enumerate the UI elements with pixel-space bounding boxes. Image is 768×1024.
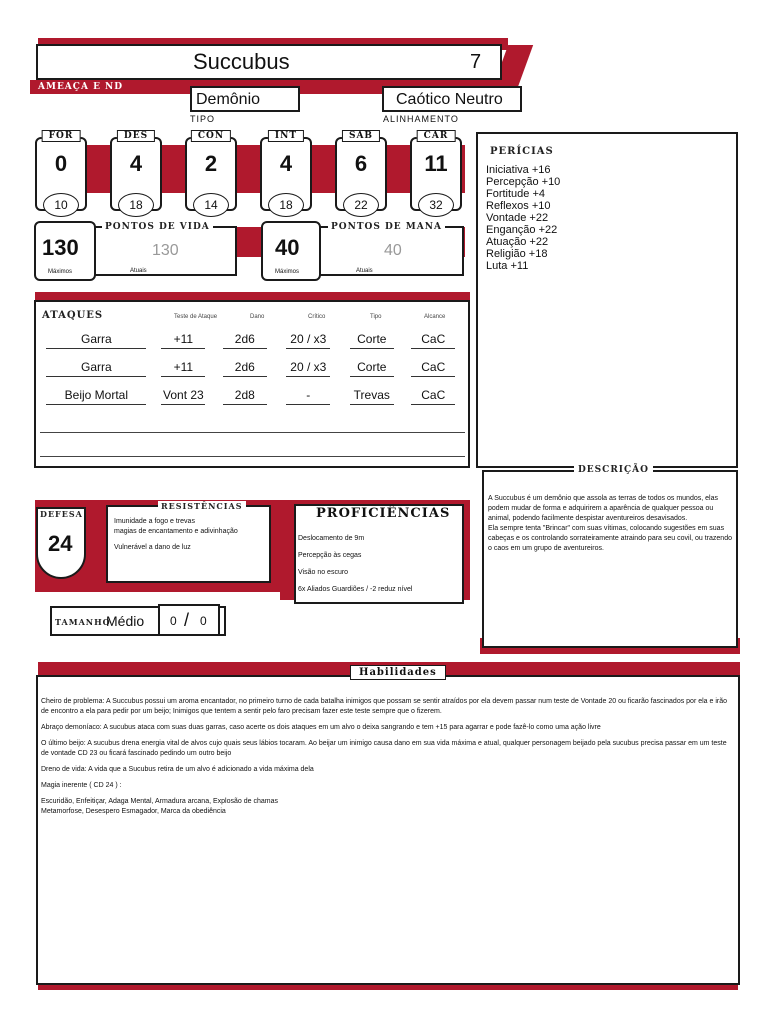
descricao-box [482, 465, 738, 648]
espaco-a: 0 [170, 614, 177, 628]
atk-test: +11 [161, 332, 205, 349]
hdr-alcance: Alcance [424, 314, 446, 320]
attr-con-name: CON [191, 130, 231, 142]
pericia-item: Vontade +22 [486, 212, 549, 224]
creature-name: Succubus [193, 49, 290, 74]
attr-con [185, 131, 237, 212]
vida-max: 130 [42, 235, 79, 260]
vida-max-label: Máximos [48, 269, 73, 275]
attr-for-score: 10 [43, 193, 79, 217]
pericias-list [486, 164, 560, 272]
alinhamento-value: Caótico Neutro [396, 91, 503, 108]
attr-des-name: DES [117, 130, 155, 142]
resistencias-text [114, 517, 238, 553]
habilidades-text [41, 697, 731, 817]
alinhamento-label: ALINHAMENTO [383, 114, 459, 124]
atk-test: +11 [161, 360, 205, 377]
atk-dano: 2d8 [223, 388, 267, 405]
attr-sab-score: 22 [343, 193, 379, 217]
atk-tipo: Trevas [350, 388, 394, 405]
atk-name: Garra [46, 332, 146, 349]
mana-max: 40 [275, 235, 300, 260]
espaco-sep: / [184, 610, 190, 630]
table-row [40, 354, 464, 382]
defesa-shield [36, 507, 86, 579]
pericia-item: Enganção +22 [486, 224, 558, 236]
resistencias-title: RESISTÊNCIAS [158, 501, 246, 511]
proficiencias-box [294, 504, 464, 604]
descricao-p1: A Succubus é um demônio que assola as terras de todos os mundos, elas podem mudar de forma e adquirirem a aparência de qualquer pessoa ou animal, podendo facilmente despistar aventureiros desavisados. [488, 495, 718, 522]
empty-attack-row [40, 432, 465, 433]
table-row [40, 382, 464, 410]
atk-tipo: Corte [350, 360, 394, 377]
attr-des-value: 4 [129, 151, 143, 176]
atk-alcance: CaC [411, 388, 455, 405]
ataques-title: ATAQUES [42, 310, 104, 321]
vida-label: PONTOS DE VIDA [102, 222, 213, 232]
hdr-critico: Crítico [308, 314, 326, 320]
tipo-box [190, 86, 300, 112]
pericias-title: PERÍCIAS [490, 146, 554, 157]
empty-attack-row [40, 456, 465, 457]
proficiencias-text [298, 530, 412, 598]
atk-dano: 2d6 [223, 360, 267, 377]
atk-test: Vont 23 [161, 388, 205, 405]
ataques-table [40, 326, 464, 410]
pericia-item: Iniciativa +16 [486, 164, 551, 176]
alinhamento-box [382, 86, 522, 112]
attr-car-value: 11 [424, 151, 448, 176]
defesa-value: 24 [48, 531, 73, 556]
attr-int-score: 18 [268, 193, 304, 217]
hdr-teste: Teste de Ataque [174, 314, 218, 320]
mana-max-label: Máximos [275, 269, 300, 275]
resistencias-box [106, 501, 271, 583]
proficiencias-title: PROFICIÊNCIAS [316, 506, 451, 521]
attr-int-value: 4 [279, 151, 293, 176]
attr-con-value: 2 [204, 151, 218, 176]
hdr-dano: Dano [250, 314, 265, 320]
atk-critico: 20 / x3 [286, 360, 330, 377]
name-box [36, 44, 502, 80]
atk-critico: 20 / x3 [286, 332, 330, 349]
tipo-value: Demônio [196, 91, 261, 108]
mana-current-label: Atuais [356, 268, 373, 274]
attr-car [410, 131, 462, 212]
attr-int [260, 131, 312, 212]
pericias-box [476, 132, 738, 468]
habilidades-box [36, 667, 740, 985]
habilidade-p5: Magia inerente ( CD 24 ) : [41, 782, 122, 789]
pericia-item: Atuação +22 [486, 236, 549, 248]
proficiencia-line: 6x Aliados Guardiões / -2 reduz nível [298, 586, 413, 593]
atk-tipo: Corte [350, 332, 394, 349]
descricao-title: DESCRIÇÃO [574, 465, 653, 475]
mana-box [318, 222, 464, 276]
tamanho-label: TAMANHO [55, 617, 111, 627]
attr-sab-name: SAB [342, 130, 380, 142]
attr-for-name: FOR [42, 130, 81, 142]
atk-critico: - [286, 388, 330, 405]
atk-alcance: CaC [411, 360, 455, 377]
vida-box [92, 222, 237, 276]
pericia-item: Fortitude +4 [486, 188, 546, 200]
resistencia-line: magias de encantamento e adivinhação [114, 528, 238, 535]
vida-current-label: Atuais [130, 268, 147, 274]
pericia-item: Reflexos +10 [486, 200, 551, 212]
espaco-box [158, 604, 220, 636]
attr-for [35, 131, 87, 212]
attr-con-score: 14 [193, 193, 229, 217]
resistencia-line: Vulnerável a dano de luz [114, 544, 191, 551]
attr-for-value: 0 [54, 151, 68, 176]
proficiencia-line: Percepção às cegas [298, 552, 362, 559]
descricao-text [488, 494, 732, 554]
attr-des [110, 131, 162, 212]
habilidade-p6: Escuridão, Enfeitiçar, Adaga Mental, Armadura arcana, Explosão de chamas [41, 798, 278, 805]
proficiencia-line: Deslocamento de 9m [298, 535, 365, 542]
atk-name: Garra [46, 360, 146, 377]
espaco-b: 0 [200, 614, 207, 628]
attr-sab-value: 6 [354, 151, 368, 176]
resistencia-line: Imunidade a fogo e trevas [114, 518, 195, 525]
hdr-tipo: Tipo [370, 314, 382, 320]
habilidade-p3: O último beijo: A sucubus drena energia vital de alvos cujo quais seus lábios tocaram. Ao beijar um inimigo causa dano em sua vida máxima e atual, qualquer personagem beijado pela sucubus precisa passar em um teste de vontade CD 23 ou ficará fascinado pedindo um outro beijo [41, 740, 727, 757]
creature-nd: 7 [470, 51, 482, 73]
habilidades-title: Habilidades [350, 665, 446, 680]
atk-name: Beijo Mortal [46, 388, 146, 405]
pericia-item: Luta +11 [486, 260, 529, 272]
ataques-box [34, 300, 470, 468]
pericia-item: Percepção +10 [486, 176, 561, 188]
atk-dano: 2d6 [223, 332, 267, 349]
habilidade-p7: Metamorfose, Desespero Esmagador, Marca da obediência [41, 808, 226, 815]
attr-car-name: CAR [417, 130, 456, 142]
habilidade-p4: Dreno de vida: A vida que a Sucubus retira de um alvo é adicionado a vida máxima dela [41, 766, 314, 773]
mana-label: PONTOS DE MANA [328, 222, 445, 232]
table-row [40, 326, 464, 354]
mana-current: 40 [384, 242, 402, 259]
attr-int-name: INT [268, 130, 304, 142]
tamanho-value: Médio [106, 613, 145, 629]
vida-max-box [34, 221, 96, 281]
tipo-label: TIPO [190, 114, 216, 124]
mana-max-box [261, 221, 321, 281]
descricao-p2: Ela sempre tenta "Brincar" com suas vítimas, colocando sugestões em suas cabeças e os controlando sorrateiramente atraindo para seu covil, ou trazendo o caos em um grupo de aventureiros. [488, 525, 732, 552]
attr-car-score: 32 [418, 193, 454, 217]
attr-des-score: 18 [118, 193, 154, 217]
pericia-item: Religião +18 [486, 248, 548, 260]
attr-sab [335, 131, 387, 212]
attr-red-strip [40, 145, 465, 193]
defesa-label: DEFESA [40, 509, 83, 519]
atk-alcance: CaC [411, 332, 455, 349]
habilidade-p1: Cheiro de problema: A Succubus possui um aroma encantador, no primeiro turno de cada batalha inimigos que possam se sentir atraídos por ela devem passar num teste de Vontade 20 ou ficarão fascinados por ela e irão de encontro a ela para pedir por um beijo; Inimigos que tentem a sentir pelo faro precisam fazer este teste sempre que o fizerem. [41, 698, 728, 715]
vida-current: 130 [152, 242, 179, 259]
ameaca-label: AMEAÇA E ND [38, 82, 124, 92]
habilidade-p2: Abraço demoníaco: A sucubus ataca com suas duas garras, caso acerte os dois ataques em um alvo o deixa sangrando e tem +15 para agarrar e pode fazê-lo como uma ação livre [41, 724, 601, 731]
proficiencia-line: Visão no escuro [298, 569, 349, 576]
